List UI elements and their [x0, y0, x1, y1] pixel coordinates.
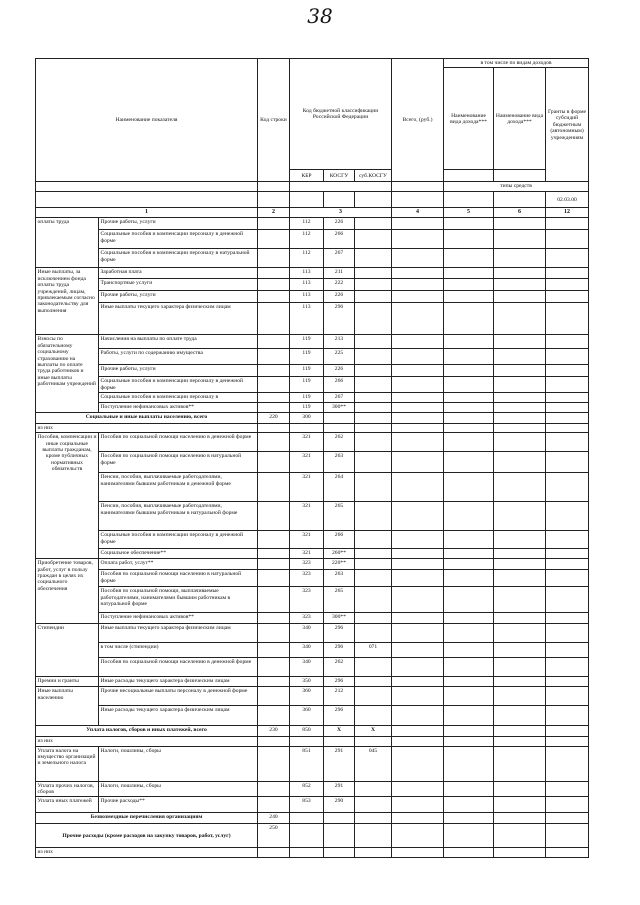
row-name: Налоги, пошлины, сборы — [99, 746, 258, 781]
row-name: Пособия по социальной помощи населению в натуральной форме — [99, 570, 258, 587]
row-kbr: 321 — [290, 549, 324, 559]
section-total-row: Социальные и иные выплаты населению, всего — [36, 412, 258, 423]
row-kbr: 119 — [290, 402, 324, 412]
row-kosgu: 263 — [324, 570, 355, 587]
row-kbr: 851 — [290, 746, 324, 781]
row-kosgu: 296 — [324, 706, 355, 726]
row-kbr: 340 — [290, 624, 324, 643]
group-label: Уплата налога на имущество организаций и земельного налога — [36, 746, 99, 781]
row-kbr: 852 — [290, 781, 324, 797]
row-code: 230 — [258, 726, 290, 737]
section-total-row: Прочие расходы (кроме расходов на закупку товаров, работ, услуг) — [36, 824, 258, 848]
header-line-code: Код строки — [258, 59, 290, 182]
header-kbr: КБР — [290, 170, 324, 182]
row-kbr: 112 — [290, 249, 324, 268]
row-subkosgu: 071 — [355, 643, 392, 658]
row-kosgu: 226 — [324, 291, 355, 303]
col-num-12: 12 — [546, 208, 589, 218]
row-name: Иные расходы текущего характера физическим лицам — [99, 706, 258, 726]
row-kbr: 340 — [290, 643, 324, 658]
row-kosgu: 222 — [324, 279, 355, 291]
row-name: Пенсии, пособия, выплачиваемые работодателями, нанимателями бывшим работникам в денежной форме — [99, 473, 258, 502]
row-kosgu: 226 — [324, 365, 355, 377]
row-kosgu: 212 — [324, 687, 355, 706]
col-num-5: 5 — [444, 208, 494, 218]
page-number: 38 — [307, 4, 333, 28]
header-funds-types: типы средств — [444, 182, 589, 192]
header-incl-types: в том числе по видам доходов — [444, 59, 589, 68]
col-num-6: 6 — [494, 208, 546, 218]
row-name: Заработная плата — [99, 268, 258, 279]
row-name: Поступление нефинансовых активов** — [99, 402, 258, 412]
row-kbr: 112 — [290, 230, 324, 249]
row-kbr: 340 — [290, 658, 324, 677]
row-kbr: 321 — [290, 433, 324, 452]
row-kbr: 323 — [290, 613, 324, 624]
row-name: Прочие работы, услуги — [99, 365, 258, 377]
row-kosgu: 290 — [324, 797, 355, 813]
row-name: Прочие несоциальные выплаты персоналу в денежной форме — [99, 687, 258, 706]
section-total-row: Уплата налогов, сборов и иных платежей, всего — [36, 726, 258, 737]
group-label: Взносы по обязательному социальному страхованию на выплаты по оплате труда работников и иные выплаты работникам учреждений — [36, 335, 99, 412]
header-total: Всего, (руб.) — [392, 59, 444, 182]
row-kosgu: 266 — [324, 531, 355, 549]
of-which-label: из них — [36, 737, 258, 746]
row-kosgu: 296 — [324, 303, 355, 335]
row-kbr: 360 — [290, 687, 324, 706]
row-subkosgu: 045 — [355, 746, 392, 781]
row-kosgu: 265 — [324, 502, 355, 531]
row-kosgu: 220** — [324, 559, 355, 570]
row-kosgu: 262 — [324, 658, 355, 677]
row-kosgu: 213 — [324, 335, 355, 349]
header-income-1: Наименование вида дохода*** — [444, 68, 494, 170]
row-kbr: 119 — [290, 365, 324, 377]
col-num-1: 1 — [36, 208, 258, 218]
group-label: Премии и гранты — [36, 677, 99, 687]
row-name: Оплата работ, услуг** — [99, 559, 258, 570]
row-kosgu: 264 — [324, 473, 355, 502]
row-name: Социальные пособия и компенсации персоналу в натуральной форме — [99, 249, 258, 268]
row-kbr: 360 — [290, 706, 324, 726]
row-kosgu: 296 — [324, 624, 355, 643]
row-kosgu: 265 — [324, 587, 355, 613]
row-name: в том числе (стипендии) — [99, 643, 258, 658]
row-name: Начисления на выплаты по оплате труда — [99, 335, 258, 349]
col-num-2: 2 — [258, 208, 290, 218]
col-num-3: 3 — [290, 208, 392, 218]
row-kbr: 321 — [290, 531, 324, 549]
row-name: Социальные пособия и компенсации персоналу в денежной форме — [99, 531, 258, 549]
row-kosgu: 291 — [324, 781, 355, 797]
of-which-label: из них — [36, 423, 258, 432]
row-kosgu: 262 — [324, 433, 355, 452]
row-name: Работы, услуги по содержанию имущества — [99, 349, 258, 365]
row-name: Прочие расходы** — [99, 797, 258, 813]
row-kosgu: 266 — [324, 377, 355, 393]
row-code: 220 — [258, 412, 290, 423]
row-kbr: 850 — [290, 726, 324, 737]
row-kbr: 112 — [290, 218, 324, 230]
group-label: Иные выплаты населению — [36, 687, 99, 726]
row-name: Иные выплаты текущего характера физическим лицам — [99, 303, 258, 335]
budget-table — [35, 58, 589, 858]
row-name: Транспортные услуги — [99, 279, 258, 291]
header-indicator: Наименование показателя — [36, 59, 258, 182]
row-kbr: 119 — [290, 393, 324, 402]
row-kosgu: 260** — [324, 549, 355, 559]
group-label: Уплата прочих налогов, сборов — [36, 781, 99, 797]
row-name: Пособия по социальной помощи населению в натуральной форме — [99, 452, 258, 473]
row-name: Поступление нефинансовых активов** — [99, 613, 258, 624]
row-kosgu: X — [324, 726, 355, 737]
group-label: Приобретение товаров, работ, услуг в пользу граждан в целях их социального обеспечения — [36, 559, 99, 624]
row-kbr: 113 — [290, 268, 324, 279]
row-kosgu: 225 — [324, 349, 355, 365]
header-subsidy: Гранты в форме субсидий бюджетным (автономным) учреждениям — [546, 68, 589, 182]
row-kbr: 321 — [290, 452, 324, 473]
row-kbr: 113 — [290, 303, 324, 335]
row-name: Иные расходы текущего характера физическим лицам — [99, 677, 258, 687]
row-kosgu: 226 — [324, 218, 355, 230]
row-kosgu: 296 — [324, 677, 355, 687]
header-kosgu: КОСГУ — [324, 170, 355, 182]
row-kosgu: 300** — [324, 613, 355, 624]
col-num-4: 4 — [392, 208, 444, 218]
row-name: Социальные пособия и компенсации персоналу в денежной форме — [99, 230, 258, 249]
row-kbr: 350 — [290, 677, 324, 687]
of-which-label: из них — [36, 848, 258, 857]
row-name: Иные выплаты текущего характера физическим лицам — [99, 624, 258, 643]
row-kosgu: 266 — [324, 230, 355, 249]
row-name: Пособия по социальной помощи населению в денежной форме — [99, 433, 258, 452]
group-label: Стипендии — [36, 624, 99, 677]
group-label: Пособия, компенсации и иные социальные выплаты гражданам, кроме публичных нормативных обязательств — [36, 433, 99, 559]
row-code: 250 — [258, 824, 290, 848]
header-budget-code: Код бюджетной классификации Российской Федерации — [290, 59, 392, 170]
group-label: Иные выплаты, за исключением фонда оплаты труда учреждений, лицам, привлекаемым согласно законодательству для выполнения — [36, 268, 99, 335]
row-kbr: 113 — [290, 279, 324, 291]
row-kbr: 119 — [290, 349, 324, 365]
row-kbr: 113 — [290, 291, 324, 303]
row-name: Прочие работы, услуги — [99, 291, 258, 303]
row-kbr: 853 — [290, 797, 324, 813]
row-name: Социальное обеспечение** — [99, 549, 258, 559]
row-kbr: 323 — [290, 587, 324, 613]
row-kosgu: 291 — [324, 746, 355, 781]
row-name: Пенсии, пособия, выплачиваемые работодателями, нанимателями бывшим работникам в натуральной форме — [99, 502, 258, 531]
row-kbr: 300 — [290, 412, 324, 423]
row-name: Социальные пособия и компенсации персоналу в — [99, 393, 258, 402]
row-kbr: 321 — [290, 473, 324, 502]
row-kbr: 119 — [290, 335, 324, 349]
row-code: 240 — [258, 813, 290, 824]
section-total-row: Безвозмездные перечисления организациям — [36, 813, 258, 824]
row-kbr: 323 — [290, 570, 324, 587]
row-kosgu: 296 — [324, 643, 355, 658]
row-name: Пособия по социальной помощи населению в денежной форме — [99, 658, 258, 677]
group-label: оплаты труда — [36, 218, 99, 268]
header-subkosgu: суб.КОСГУ — [355, 170, 392, 182]
row-kosgu: 211 — [324, 268, 355, 279]
row-kosgu: 300** — [324, 402, 355, 412]
row-kbr: 323 — [290, 559, 324, 570]
row-name: Налоги, пошлины, сборы — [99, 781, 258, 797]
row-kosgu: 263 — [324, 452, 355, 473]
header-funds-code: 02.03.00 — [546, 192, 589, 208]
row-kosgu: 267 — [324, 249, 355, 268]
group-label: Уплата иных платежей — [36, 797, 99, 813]
row-kosgu: 267 — [324, 393, 355, 402]
row-name: Прочие работы, услуги — [99, 218, 258, 230]
row-name: Пособия по социальной помощи, выплачиваемые работодателями, нанимателями бывшим работникам в натуральной форме — [99, 587, 258, 613]
row-kbr: 119 — [290, 377, 324, 393]
row-name: Социальные пособия и компенсации персоналу в денежной форме — [99, 377, 258, 393]
row-kbr: 321 — [290, 502, 324, 531]
row-subkosgu: X — [355, 726, 392, 737]
header-income-2: Наименование вида дохода*** — [494, 68, 546, 170]
